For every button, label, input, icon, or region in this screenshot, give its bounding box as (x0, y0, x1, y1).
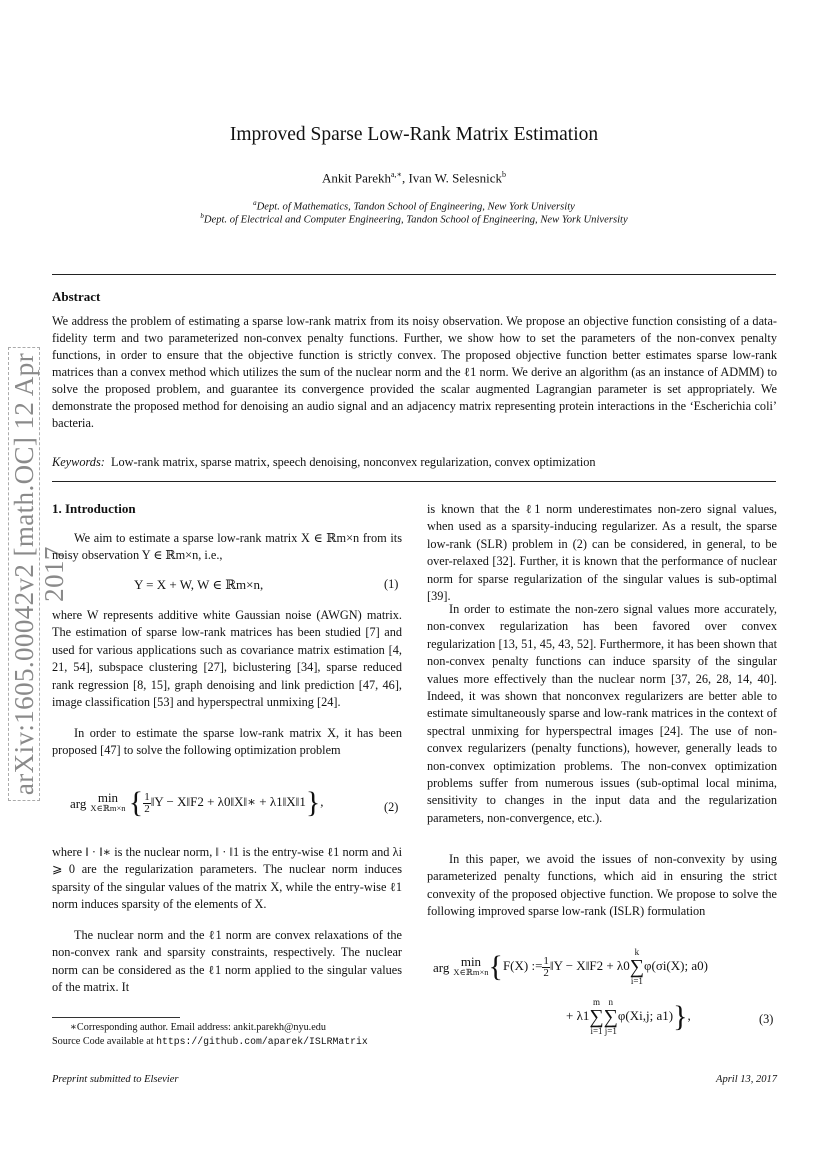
equation-2-number: (2) (384, 800, 399, 814)
equation-3-number: (3) (759, 1012, 774, 1026)
keywords-text: Low-rank matrix, sparse matrix, speech denoising, nonconvex regularization, convex optimization (110, 455, 596, 469)
date-note: April 13, 2017 (716, 1074, 777, 1085)
section-heading: 1. Introduction (52, 501, 136, 516)
top-rule (52, 274, 776, 275)
right-paragraph-3: In this paper, we avoid the issues of non-convexity by using parameterized penalty functions, which aid in ensuring the strict convexity of the proposed objective function. We propose to solve the following improved sparse low-rank (ISLR) formulation (427, 852, 777, 919)
equation-3-line-2: + λ1m ∑ i=1n ∑ j=1φ(Xi,j; a1)}, (566, 997, 691, 1036)
intro-paragraph-5: The nuclear norm and the ℓ1 norm are convex relaxations of the non-convex rank and sparsity constraints, respectively. The nuclear norm can be considered as the ℓ1 norm applied to the singular values of the matrix. It (52, 928, 402, 995)
author-2: , Ivan W. Selesnick (401, 170, 502, 186)
eq2-argmin: arg (70, 795, 87, 811)
footnote-rule (52, 1017, 180, 1018)
equation-3-line-1: arg min X∈ℝm×n {F(X) := $\frac{1}{2}$ ‖Y − X‖F2 + λ0k ∑ i=1φ(σi(X); a0) (433, 947, 708, 986)
keywords (52, 454, 777, 471)
author-1: Ankit Parekh (322, 170, 391, 186)
author-1-marks: a,∗ (390, 170, 402, 179)
intro-paragraph-1: We aim to estimate a sparse low-rank matrix X ∈ ℝm×n from its noisy observation Y ∈ ℝm×n, i.e., (52, 531, 402, 563)
intro-paragraph-2: where W represents additive white Gaussian noise (AWGN) matrix. The estimation of sparse low-rank matrices has been studied [7] and used for various applications such as covariance matrix estimation [4, 21, 54], subspace clustering [27], biclustering [34], sparse reduced rank regression [8, 15], graph denoising and link prediction [47, 46], image classification [53] and hyperspectral unmixing [24]. (52, 608, 402, 710)
abstract-rule (52, 481, 776, 482)
footnote-corresponding: ∗Corresponding author. Email address: ankit.parekh@nyu.edu (70, 1022, 326, 1033)
preprint-note: Preprint submitted to Elsevier (52, 1074, 179, 1085)
abstract-heading: Abstract (52, 289, 101, 304)
paper-title: Improved Sparse Low-Rank Matrix Estimation (229, 124, 599, 145)
equation-1-number: (1) (384, 577, 399, 591)
affiliation-b: $^b$Dept. of Electrical and Computer Engineering, Tandon School of Engineering, New York University (200, 212, 628, 226)
abstract-text: We address the problem of estimating a sparse low-rank matrix from its noisy observation. We propose an objective function consisting of a data-fidelity term and two parameterized non-convex penalty functions. Further, we show how to set the parameters of the non-convex penalty functions, in order to ensure that the objective function is strictly convex. The proposed objective function better estimates sparse low-rank matrices than a convex method which utilizes the sum of the nuclear norm and the ℓ1 norm. We derive an algorithm (as an instance of ADMM) to solve the proposed problem, and guarantee its convergence provided the scalar augmented Lagrangian parameter is set appropriately. We demonstrate the proposed method for denoising an audio signal and an adjacency matrix representing protein interactions in the ‘Escherichia coli’ bacteria. (52, 314, 777, 430)
affiliation-a: $^a$Dept. of Mathematics, Tandon School of Engineering, New York University (253, 199, 575, 213)
source-url-link[interactable]: https://github.com/aparek/ISLRMatrix (156, 1036, 368, 1047)
footnote-source: Source Code available at https://github.com/aparek/ISLRMatrix (52, 1036, 368, 1047)
equation-1: Y = X + W, W ∈ ℝm×n, (134, 577, 264, 592)
author-line (0, 170, 828, 186)
arxiv-stamp: arXiv:1605.00042v2 [math.OC] 12 Apr 2017 (8, 347, 40, 801)
intro-paragraph-4: where ‖ · ‖∗ is the nuclear norm, ‖ · ‖1 is the entry-wise ℓ1 norm and λi ⩾ 0 are the regularization parameters. The nuclear norm induces sparsity of the singular values of the matrix X, while the entry-wise ℓ1 norm induces sparsity of the elements of X. (52, 845, 402, 912)
eq2-body: ‖Y − X‖F2 + λ0‖X‖∗ + λ1‖X‖1 (150, 793, 306, 809)
right-paragraph-2: In order to estimate the non-zero signal values more accurately, non-convex regularization has been favored over convex regularization [13, 51, 45, 43, 52]. Furthermore, it has been shown that non-convex penalty functions can induce sparsity of the singular values more effectively than the nuclear norm [37, 26, 28, 14, 40]. Indeed, it was shown that nonconvex regularizers are better able to estimate simultaneously sparse and low-rank matrices in the context of spectral unmixing for hyperspectral images [24]. The use of non-convex regularizers (penalty functions), however, generally leads to non-convex optimization problems. The non-convex optimization problems suffer from numerous issues (sub-optimal local minima, sensitivity to changes in the input data and the regularization parameters, non-convergence, etc.). (427, 602, 777, 825)
intro-paragraph-3: In order to estimate the sparse low-rank matrix X, it has been proposed [47] to solve the following optimization problem (52, 726, 402, 758)
right-paragraph-1: is known that the ℓ1 norm underestimates non-zero signal values, when used as a sparsity-inducing regularizer. As a result, the sparse low-rank (SLR) problem in (2) can be considered, in general, to be over-relaxed [32]. Further, it is known that the performance of nuclear norm for sparse regularization of the singular values is sub-optimal [39]. (427, 502, 777, 604)
author-2-marks: b (501, 170, 506, 179)
keywords-label: Keywords: (52, 455, 105, 469)
equation-2: arg min X∈ℝm×n { $\frac{1}{2}$ ‖Y − X‖F2 + λ0‖X‖∗ + λ1‖X‖1}, (70, 786, 324, 819)
